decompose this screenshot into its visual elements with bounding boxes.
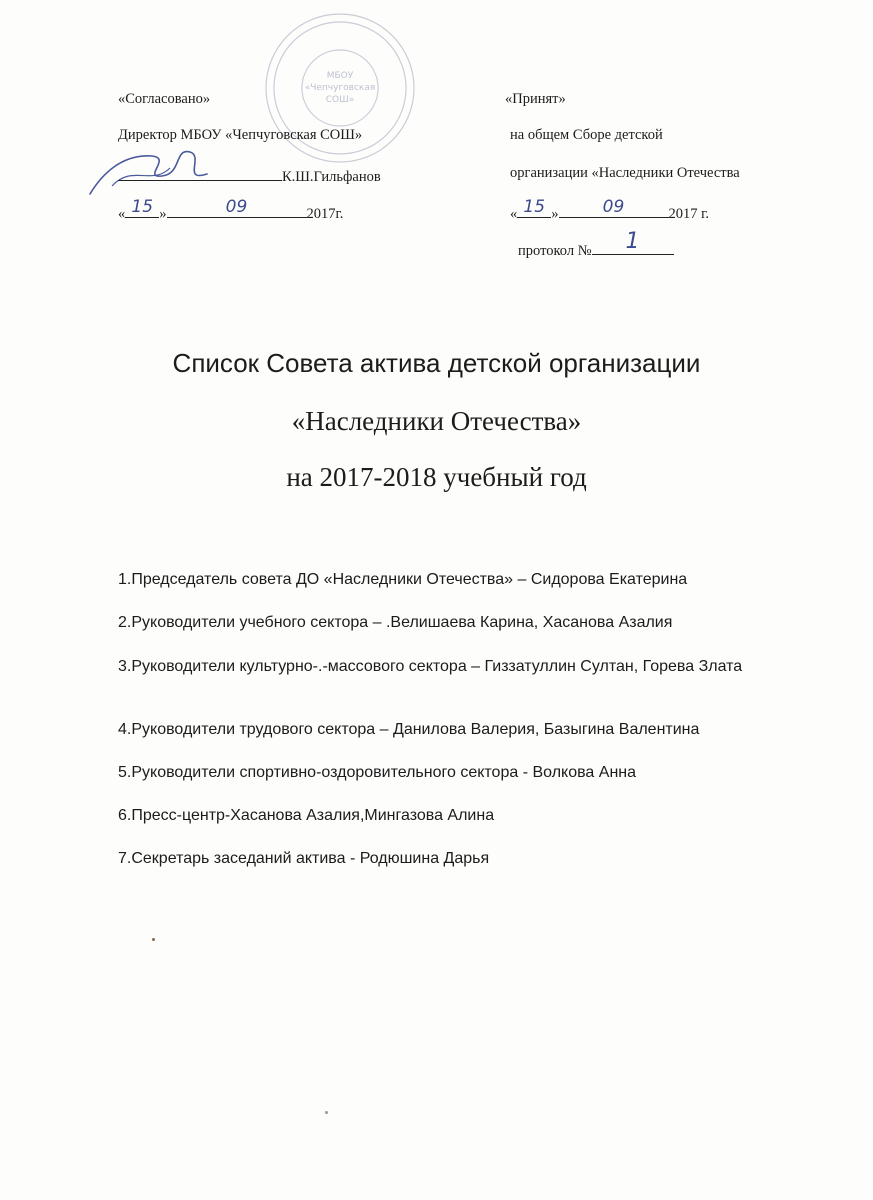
list-item: 1.Председатель совета ДО «Наследники Отечества» – Сидорова Екатерина (118, 571, 688, 588)
organization-label: организации «Наследники Отечества (510, 165, 740, 181)
left-date-month: 09 (225, 197, 248, 217)
right-line-2 (510, 166, 740, 181)
meeting-label: на общем Сборе детской (510, 127, 663, 143)
list-item: 6.Пресс-центр-Хасанова Азалия,Мингазова Алина (118, 807, 495, 824)
right-date-year: 2017 г. (668, 206, 710, 222)
title-line-3: на 2017-2018 учебный год (286, 462, 587, 492)
signer-line (118, 166, 381, 185)
left-date-line: « 15 » 09 2017г. (118, 197, 344, 222)
protocol-line (518, 229, 674, 259)
school-stamp (260, 8, 420, 168)
paper-speck (325, 1111, 328, 1114)
right-date-month-field (559, 197, 669, 218)
signer-name: К.Ш.Гильфанов (282, 169, 381, 185)
signature-blank (118, 166, 282, 181)
right-date-day-field (517, 197, 551, 218)
right-date-line: « 15 » 09 2017 г. (510, 197, 710, 222)
stamp-text-3: СОШ» (325, 95, 355, 105)
paper-speck (152, 938, 155, 941)
list-item: 2.Руководители учебного сектора – .Велишаева Карина, Хасанова Азалия (118, 614, 673, 631)
stamp-text-2: «Чепчуговская (304, 83, 376, 93)
left-date-day: 15 (131, 197, 154, 217)
right-date-month: 09 (602, 197, 625, 217)
protocol-number-field (592, 229, 674, 255)
title-line-1: Список Совета актива детской организации (172, 348, 701, 378)
approval-left (118, 92, 210, 107)
title-line-2: «Наследники Отечества» (291, 406, 582, 436)
list-item: 4.Руководители трудового сектора – Данилова Валерия, Базыгина Валентина (118, 721, 700, 738)
protocol-label: протокол № (518, 243, 592, 259)
list-item: 5.Руководители спортивно-оздоровительного сектора - Волкова Анна (118, 764, 637, 781)
left-date-day-field (125, 197, 159, 218)
accepted-label: «Принят» (505, 91, 566, 107)
right-line-1 (510, 128, 663, 143)
stamp-text-1: МБОУ (326, 71, 354, 81)
director-line (118, 128, 362, 143)
left-date-year: 2017г. (306, 206, 344, 222)
approval-right (505, 92, 566, 107)
list-item: 3.Руководители культурно-.-массового сектора – Гиззатуллин Султан, Горева Злата (118, 658, 743, 675)
protocol-number: 1 (625, 229, 640, 254)
director-label: Директор МБОУ «Чепчуговская СОШ» (118, 127, 363, 143)
agreed-label: «Согласовано» (118, 91, 211, 107)
list-item: 7.Секретарь заседаний актива - Родюшина Дарья (118, 850, 490, 867)
right-date-day: 15 (523, 197, 546, 217)
